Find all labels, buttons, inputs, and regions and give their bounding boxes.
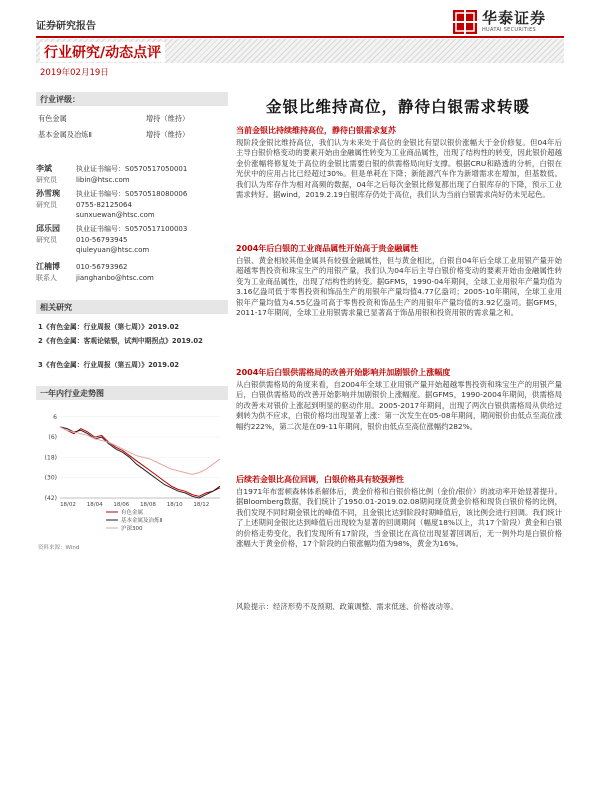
y-tick-label: 6 — [53, 413, 57, 421]
banner-title: 行业研究/动态点评 — [40, 42, 165, 62]
related-item-1[interactable]: 1《有色金属：行业周报（第七周）》2019.02 — [38, 323, 180, 331]
analyst-role: 联系人 — [36, 273, 57, 282]
series-line-2 — [60, 427, 220, 498]
analyst-2 — [36, 189, 226, 221]
report-type: 证券研究报告 — [36, 21, 96, 32]
analyst-line: 执业证书编号：S0570517100003 — [76, 225, 188, 233]
company-logo — [452, 8, 562, 36]
section-2-heading: 2004年后白银的工业商品属性开始高于贵金融属性 — [236, 244, 419, 253]
analyst-1 — [36, 164, 226, 185]
analyst-name: 江楠博 — [36, 262, 60, 271]
section-3-text: 从白银供需格局的角度来看，自2004年全球工业用银产量开始超越零售投资和珠宝生产的用银产量后，白银供需格局的改善开始影响并加剧银价上涨幅度。据GFMS，1990-2004年期间，供需格局的改善未对银价上涨起到明显的驱动作用。2005-2017年期间，出现了两次白银供需格局从供给过剩转为供不应求，白银价格均出现显著上涨：第一次发生在05-08年期间，期间银价由低点至高位涨幅约222%，第二次是在09-11年期间，银价由低点至高位涨幅约282%。 — [236, 380, 562, 431]
y-tick-label: (42) — [44, 495, 57, 502]
section-2-text: 白银、黄金相较其他金属具有较强金融属性，但与黄金相比，白银自04年后全球工业用银产量开始超越零售投资和珠宝生产的用银产量，我们认为04年后主导白银价格变动的要素开始由金融属性转变为工业商品属性，出现了结构性的转变。据GFMS，1990-04年期间，全球工业用银年产量均值为3.16亿盎司低于零售投资和饰品生产的用银年产量均值4.77亿盎司；2005-10年期间，全球工业用银年产量均值为4.55亿盎司高于零售投资和饰品生产的用银年产量均值的3.92亿盎司。据GFMS，2011-17年期间，全球工业用银需求量已显著高于饰品用银和投资用银的需求量之和。 — [236, 256, 562, 318]
report-date: 2019年02月19日 — [40, 68, 109, 78]
y-tick-label: (18) — [44, 454, 57, 462]
analyst-role: 研究员 — [36, 235, 57, 244]
analyst-4 — [36, 262, 226, 283]
legend-label: 基本金属及冶炼Ⅱ — [121, 518, 163, 524]
x-tick-label: 18/10 — [166, 502, 183, 508]
analyst-role: 研究员 — [36, 175, 57, 184]
related-item-2[interactable]: 2《有色金属：客观论铱银，试判中期拐点》2019.02 — [38, 337, 203, 345]
related-heading: 相关研究 — [36, 300, 228, 314]
analyst-role: 研究员 — [36, 200, 57, 209]
rating-value-2: 增持（维持） — [146, 130, 190, 139]
y-tick-label: (6) — [48, 434, 57, 442]
y-tick-label: (30) — [44, 474, 57, 482]
analyst-email[interactable]: sunxuewan@htsc.com — [76, 211, 155, 219]
header-divider — [36, 36, 564, 38]
related-item-3[interactable]: 3《有色金属：行业周报（第五周）》2019.02 — [38, 361, 180, 369]
rating-value-1: 增持（维持） — [146, 114, 190, 123]
risk-warning: 风险提示：经济形势不及预期、政策调整、需求低迷、价格波动等。 — [236, 602, 458, 611]
rating-name-1: 有色金属 — [38, 114, 67, 123]
x-tick-label: 18/08 — [140, 502, 156, 508]
analyst-phone: 010-56793945 — [76, 235, 128, 244]
x-tick-label: 18/04 — [86, 502, 103, 508]
analyst-phone: 0755-82125064 — [76, 200, 132, 209]
logo-en: HUATAI SECURITIES — [482, 27, 536, 33]
trend-heading: 一年内行业走势图 — [36, 386, 228, 400]
analyst-email[interactable]: libin@htsc.com — [76, 175, 130, 184]
section-4-text: 自1971年布雷顿森林体系解体后，黄金价格和白银价格比例（金价/银价）的波动率开始显著提升。据Bloomberg数据，我们统计了1950.01-2019.02.08期间现货黄金价格和现货白银价格的比例，我们发现不同时期金银比的峰值不同，且金银比达到阶段时期峰值后，该比例会进行回调。我们统计了上述期间金银比达到峰值后出现较为显著的回调期间（幅度18%以上，共17个阶段）黄金和白银的价格走势变化，我们发现所有17阶段，当金银比在高位出现显著回调后，无一例外均是白银价格涨幅大于黄金价格，17个阶段的白银涨幅均值为98%，黄金为16%。 — [236, 487, 562, 549]
analyst-email[interactable]: jianghanbo@htsc.com — [76, 273, 154, 282]
analyst-3 — [36, 224, 226, 256]
section-1-text: 现阶段金银比维持高位，我们认为未来处于高位的金银比有望以银价涨幅大于金价修复。但04年后主导白银价格变动的要素开始由金融属性转变为工业商品属性，出现了结构性的转变，因此银价超越金价涨幅将修复处于高位的金银比需要白银的供需格局向好支撑。根据CRU和路透的分析，白银在光伏中的应用占比已经超过30%。但是单耗在下降；新能源汽车作为新增需求在增加，但基数低。我们认为库存作为相对高频的数据，04年之后每次金银比修复都出现了白银库存的下降，预示工业需求转好。据wind，2019.2.19白银库存仍处于高位，我们认为当前白银需求尚好仍未见起色。 — [236, 138, 562, 200]
huatai-logo-icon — [452, 9, 478, 35]
legend-label: 有色金属 — [121, 510, 144, 516]
analyst-name: 邱乐园 — [36, 224, 60, 233]
legend-label: 沪深300 — [121, 526, 143, 532]
analyst-line: 执业证书编号：S0570518080006 — [76, 190, 188, 198]
section-4-heading: 后续若金银比高位回调，白银价格具有较强弹性 — [236, 475, 404, 484]
section-3-heading: 2004年后白银供需格局的改善开始影响并加剧银价上涨幅度 — [236, 368, 451, 377]
x-tick-label: 18/02 — [60, 502, 76, 508]
analyst-phone: 010-56793962 — [76, 263, 128, 271]
section-1-heading: 当前金银比持续维持高位，静待白银需求复苏 — [236, 126, 396, 135]
analyst-email[interactable]: qiuleyuan@htsc.com — [76, 246, 150, 254]
analyst-name: 李斌 — [36, 164, 52, 173]
analyst-line: 执业证书编号：S0570517050001 — [76, 165, 188, 173]
rating-heading: 行业评级： — [36, 92, 228, 106]
rating-name-2: 基本金属及冶炼Ⅱ — [38, 130, 92, 139]
logo-cn: 华泰证券 — [482, 9, 547, 27]
x-tick-label: 18/06 — [113, 502, 130, 508]
x-tick-label: 18/12 — [193, 502, 210, 508]
analyst-name: 孙雪琬 — [36, 189, 60, 198]
chart-source: 资料来源：Wind — [38, 545, 80, 551]
main-title: 金银比维持高位，静待白银需求转暖 — [265, 98, 530, 116]
trend-chart — [36, 402, 228, 552]
